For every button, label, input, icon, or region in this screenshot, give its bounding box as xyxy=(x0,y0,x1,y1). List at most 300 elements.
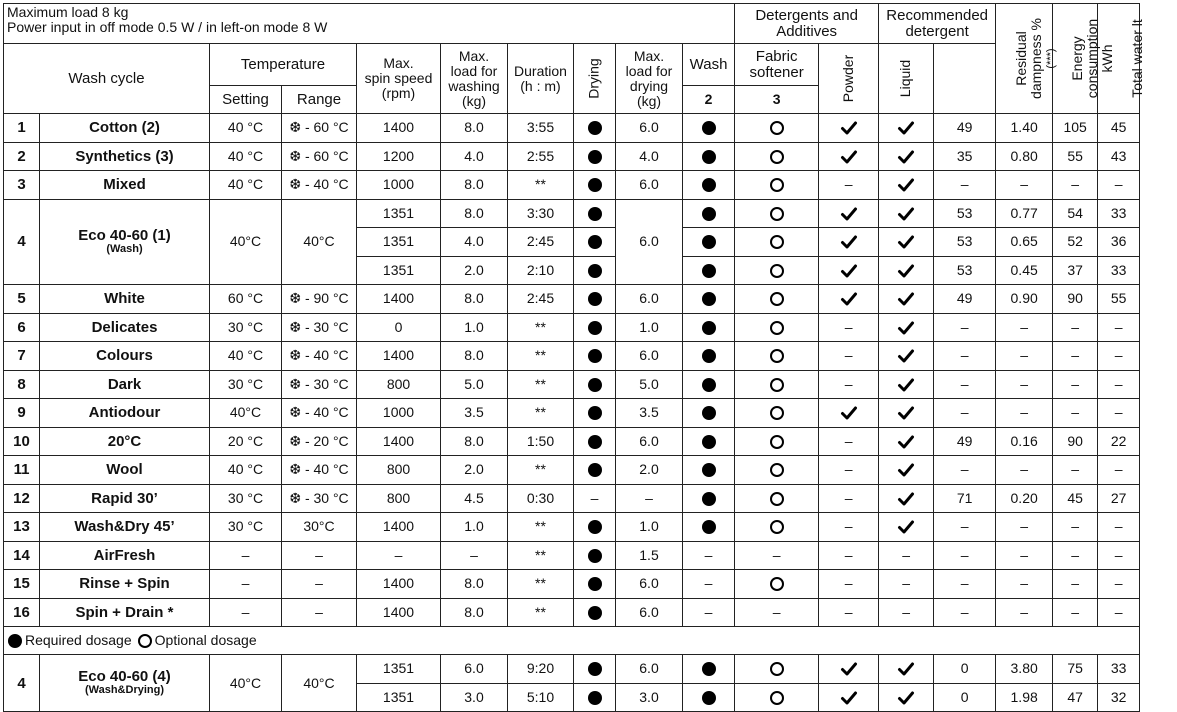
liquid-recommended xyxy=(879,256,934,285)
wash-dosage xyxy=(683,370,735,399)
drying xyxy=(574,683,616,712)
duration: ** xyxy=(508,171,574,200)
filled-circle-icon xyxy=(702,463,716,477)
residual-dampness: – xyxy=(934,399,996,428)
cycle-number: 8 xyxy=(4,370,40,399)
table-row xyxy=(4,142,1140,171)
max-load-washing: 8.0 xyxy=(441,171,508,200)
table-row xyxy=(4,541,1140,570)
drying xyxy=(574,541,616,570)
checkmark-icon xyxy=(841,121,857,135)
temp-setting: 40 °C xyxy=(210,342,282,371)
max-load-drying: 1.0 xyxy=(616,513,683,542)
wash-dosage xyxy=(683,228,735,257)
filled-circle-icon xyxy=(588,178,602,192)
max-load-text: Maximum load 8 kg xyxy=(7,4,129,20)
temp-range: ❆ - 60 °C xyxy=(282,142,357,171)
residual-dampness: 71 xyxy=(934,484,996,513)
liquid-recommended: – xyxy=(879,570,934,599)
max-load-washing: 1.0 xyxy=(441,513,508,542)
fabric-softener-dosage xyxy=(735,256,819,285)
filled-circle-icon xyxy=(588,349,602,363)
laundry-temperature: 55 xyxy=(1098,285,1140,314)
filled-circle-icon xyxy=(588,406,602,420)
liquid-recommended xyxy=(879,142,934,171)
drying xyxy=(574,655,616,684)
wash-dosage xyxy=(683,256,735,285)
total-water: – xyxy=(1053,370,1098,399)
temp-range: ❆ - 40 °C xyxy=(282,399,357,428)
fabric-softener-dosage: – xyxy=(735,541,819,570)
drying xyxy=(574,285,616,314)
cycle-number: 2 xyxy=(4,142,40,171)
cycle-number: 10 xyxy=(4,427,40,456)
laundry-temperature: 22 xyxy=(1098,427,1140,456)
powder-recommended: – xyxy=(819,484,879,513)
total-water: – xyxy=(1053,342,1098,371)
residual-dampness: – xyxy=(934,570,996,599)
checkmark-icon xyxy=(841,292,857,306)
max-spin: 800 xyxy=(357,456,441,485)
temp-setting: 20 °C xyxy=(210,427,282,456)
fabric-softener-dosage xyxy=(735,570,819,599)
energy-consumption: – xyxy=(996,513,1053,542)
fabric-softener-dosage xyxy=(735,683,819,712)
checkmark-icon xyxy=(841,406,857,420)
drying xyxy=(574,313,616,342)
filled-circle-icon xyxy=(588,606,602,620)
cycle-number: 4 xyxy=(4,199,40,285)
max-spin: 1351 xyxy=(357,683,441,712)
total-water: 45 xyxy=(1053,484,1098,513)
fabric-softener-dosage xyxy=(735,199,819,228)
laundry-temperature: – xyxy=(1098,399,1140,428)
cycle-number: 14 xyxy=(4,541,40,570)
checkmark-icon xyxy=(898,264,914,278)
filled-circle-icon xyxy=(588,577,602,591)
max-load-washing-header: Max. load for washing (kg) xyxy=(441,44,508,114)
total-water: 52 xyxy=(1053,228,1098,257)
energy-consumption: – xyxy=(996,370,1053,399)
checkmark-icon xyxy=(841,235,857,249)
temp-range: ❆ - 40 °C xyxy=(282,456,357,485)
fabric-softener-dosage xyxy=(735,427,819,456)
max-load-drying: 6.0 xyxy=(616,598,683,627)
drying xyxy=(574,228,616,257)
temp-setting: 30 °C xyxy=(210,370,282,399)
temp-range: ❆ - 30 °C xyxy=(282,484,357,513)
duration: 3:55 xyxy=(508,114,574,143)
energy-consumption: 1.40 xyxy=(996,114,1053,143)
temp-setting: 30 °C xyxy=(210,313,282,342)
energy-consumption: – xyxy=(996,598,1053,627)
duration: 9:20 xyxy=(508,655,574,684)
powder-recommended: – xyxy=(819,370,879,399)
max-load-washing: 8.0 xyxy=(441,570,508,599)
cycle-name: White xyxy=(40,285,210,314)
duration: 2:10 xyxy=(508,256,574,285)
filled-circle-icon xyxy=(588,435,602,449)
cycle-number: 11 xyxy=(4,456,40,485)
open-circle-icon xyxy=(770,492,784,506)
drying xyxy=(574,456,616,485)
wash-dosage xyxy=(683,342,735,371)
table-row xyxy=(4,199,1140,228)
drying: – xyxy=(574,484,616,513)
drying xyxy=(574,370,616,399)
wash-dosage xyxy=(683,114,735,143)
temp-setting: 30 °C xyxy=(210,513,282,542)
checkmark-icon xyxy=(898,691,914,705)
powder-recommended: – xyxy=(819,171,879,200)
open-circle-icon xyxy=(770,235,784,249)
powder-recommended xyxy=(819,142,879,171)
max-load-drying: 6.0 xyxy=(616,114,683,143)
max-load-drying: 5.0 xyxy=(616,370,683,399)
cycle-number: 7 xyxy=(4,342,40,371)
fabric-softener-dosage xyxy=(735,456,819,485)
temp-setting: – xyxy=(210,570,282,599)
max-spin: 1400 xyxy=(357,427,441,456)
liquid-recommended xyxy=(879,199,934,228)
filled-circle-icon xyxy=(702,321,716,335)
laundry-temperature: 33 xyxy=(1098,655,1140,684)
table-row xyxy=(4,456,1140,485)
table-row xyxy=(4,513,1140,542)
drying xyxy=(574,570,616,599)
max-load-drying: 6.0 xyxy=(616,171,683,200)
energy-consumption: 0.77 xyxy=(996,199,1053,228)
duration: ** xyxy=(508,370,574,399)
cycle-name: Antiodour xyxy=(40,399,210,428)
legend-row xyxy=(4,627,1140,655)
max-load-washing: 2.0 xyxy=(441,456,508,485)
open-circle-icon xyxy=(770,349,784,363)
total-water: – xyxy=(1053,513,1098,542)
info-box xyxy=(4,4,735,44)
filled-circle-icon xyxy=(702,150,716,164)
wash-dosage xyxy=(683,513,735,542)
max-load-washing: 3.0 xyxy=(441,683,508,712)
powder-recommended xyxy=(819,256,879,285)
liquid-recommended xyxy=(879,370,934,399)
total-water: – xyxy=(1053,456,1098,485)
checkmark-icon xyxy=(898,378,914,392)
open-circle-icon xyxy=(770,435,784,449)
fabric-softener-dosage xyxy=(735,655,819,684)
energy-consumption: – xyxy=(996,313,1053,342)
max-spin: 1400 xyxy=(357,285,441,314)
max-spin: 1351 xyxy=(357,655,441,684)
laundry-temperature: – xyxy=(1098,313,1140,342)
temp-range: ❆ - 40 °C xyxy=(282,171,357,200)
cycle-name-sub: (Wash) xyxy=(106,242,143,255)
temp-setting: 40 °C xyxy=(210,114,282,143)
filled-circle-icon xyxy=(588,662,602,676)
total-water: 90 xyxy=(1053,285,1098,314)
filled-circle-icon xyxy=(588,292,602,306)
temp-range: 40°C xyxy=(282,199,357,285)
temp-range: ❆ - 90 °C xyxy=(282,285,357,314)
energy-consumption: 0.65 xyxy=(996,228,1053,257)
residual-dampness: – xyxy=(934,541,996,570)
table-row xyxy=(4,114,1140,143)
checkmark-icon xyxy=(898,349,914,363)
residual-dampness: – xyxy=(934,342,996,371)
wash-dosage xyxy=(683,655,735,684)
checkmark-icon xyxy=(898,178,914,192)
powder-recommended xyxy=(819,228,879,257)
powder-recommended: – xyxy=(819,598,879,627)
powder-header: Powder xyxy=(819,44,879,114)
cycle-name: Wash&Dry 45’ xyxy=(40,513,210,542)
max-load-washing: 5.0 xyxy=(441,370,508,399)
residual-dampness: – xyxy=(934,313,996,342)
liquid-recommended: – xyxy=(879,541,934,570)
liquid-recommended: – xyxy=(879,598,934,627)
open-circle-icon xyxy=(770,321,784,335)
max-spin: 1000 xyxy=(357,171,441,200)
checkmark-icon xyxy=(898,292,914,306)
temp-setting: 60 °C xyxy=(210,285,282,314)
filled-circle-icon xyxy=(702,264,716,278)
residual-dampness: 49 xyxy=(934,114,996,143)
powder-recommended xyxy=(819,114,879,143)
energy-consumption: – xyxy=(996,541,1053,570)
laundry-temperature: – xyxy=(1098,456,1140,485)
checkmark-icon xyxy=(898,520,914,534)
temp-range: – xyxy=(282,598,357,627)
laundry-temperature: – xyxy=(1098,570,1140,599)
wash-dosage xyxy=(683,484,735,513)
temp-range: ❆ - 30 °C xyxy=(282,370,357,399)
drying xyxy=(574,342,616,371)
max-spin: 1351 xyxy=(357,228,441,257)
max-spin: 1351 xyxy=(357,199,441,228)
residual-dampness: 35 xyxy=(934,142,996,171)
liquid-recommended xyxy=(879,484,934,513)
energy-consumption: 3.80 xyxy=(996,655,1053,684)
checkmark-icon xyxy=(841,264,857,278)
laundry-temperature: – xyxy=(1098,541,1140,570)
max-load-drying: 3.5 xyxy=(616,399,683,428)
max-load-drying: 6.0 xyxy=(616,285,683,314)
table-row xyxy=(4,342,1140,371)
wash-cycle-header: Wash cycle xyxy=(4,44,210,114)
laundry-temperature: – xyxy=(1098,598,1140,627)
filled-circle-icon xyxy=(702,691,716,705)
max-spin: 1400 xyxy=(357,114,441,143)
temp-setting: 40°C xyxy=(210,655,282,712)
temp-range: ❆ - 20 °C xyxy=(282,427,357,456)
filled-circle-icon xyxy=(588,520,602,534)
energy-consumption: – xyxy=(996,171,1053,200)
cycle-name: Spin + Drain * xyxy=(40,598,210,627)
energy-consumption: 1.98 xyxy=(996,683,1053,712)
liquid-recommended xyxy=(879,683,934,712)
wash-dosage xyxy=(683,142,735,171)
energy-consumption: – xyxy=(996,456,1053,485)
filled-circle-icon xyxy=(702,520,716,534)
wash-cycle-table xyxy=(3,3,1145,712)
powder-recommended xyxy=(819,683,879,712)
duration: ** xyxy=(508,399,574,428)
wash-dosage: – xyxy=(683,570,735,599)
duration: ** xyxy=(508,342,574,371)
residual-dampness: – xyxy=(934,598,996,627)
cycle-number: 1 xyxy=(4,114,40,143)
filled-circle-icon xyxy=(588,150,602,164)
filled-circle-icon xyxy=(588,264,602,278)
temp-setting: 40 °C xyxy=(210,171,282,200)
duration: 0:30 xyxy=(508,484,574,513)
checkmark-icon xyxy=(898,321,914,335)
filled-circle-icon xyxy=(588,207,602,221)
wash-header: Wash xyxy=(683,44,735,86)
residual-dampness: – xyxy=(934,513,996,542)
duration: ** xyxy=(508,598,574,627)
max-load-washing: 3.5 xyxy=(441,399,508,428)
filled-circle-icon xyxy=(702,406,716,420)
residual-dampness-header: Residual dampness % (***) xyxy=(996,4,1053,114)
powder-recommended xyxy=(819,199,879,228)
duration: 2:45 xyxy=(508,285,574,314)
energy-consumption: 0.45 xyxy=(996,256,1053,285)
residual-dampness: – xyxy=(934,171,996,200)
total-water: 55 xyxy=(1053,142,1098,171)
temp-setting: 40 °C xyxy=(210,142,282,171)
checkmark-icon xyxy=(898,207,914,221)
liquid-recommended xyxy=(879,171,934,200)
wash-dosage xyxy=(683,683,735,712)
open-circle-icon xyxy=(770,178,784,192)
max-spin-header: Max. spin speed (rpm) xyxy=(357,44,441,114)
filled-circle-icon xyxy=(702,292,716,306)
checkmark-icon xyxy=(898,662,914,676)
filled-circle-icon xyxy=(588,549,602,563)
energy-consumption: – xyxy=(996,399,1053,428)
temperature-header: Temperature xyxy=(210,44,357,86)
table-row xyxy=(4,427,1140,456)
filled-circle-icon xyxy=(702,492,716,506)
fabric-softener-dosage xyxy=(735,370,819,399)
checkmark-icon xyxy=(898,235,914,249)
total-water: 75 xyxy=(1053,655,1098,684)
residual-dampness: 0 xyxy=(934,655,996,684)
laundry-temperature: – xyxy=(1098,513,1140,542)
liquid-recommended xyxy=(879,655,934,684)
liquid-recommended xyxy=(879,399,934,428)
cycle-number: 4 xyxy=(4,655,40,712)
drying xyxy=(574,142,616,171)
total-water: – xyxy=(1053,399,1098,428)
duration: ** xyxy=(508,456,574,485)
max-load-washing: 4.0 xyxy=(441,142,508,171)
cycle-name: Eco 40-60 (4) (Wash&Drying) xyxy=(40,655,210,712)
filled-circle-icon xyxy=(588,691,602,705)
temp-setting: – xyxy=(210,541,282,570)
powder-recommended xyxy=(819,285,879,314)
temp-range: ❆ - 30 °C xyxy=(282,313,357,342)
total-water: – xyxy=(1053,313,1098,342)
total-water: 90 xyxy=(1053,427,1098,456)
total-water: 54 xyxy=(1053,199,1098,228)
energy-consumption: 0.80 xyxy=(996,142,1053,171)
laundry-temperature: – xyxy=(1098,171,1140,200)
drying xyxy=(574,399,616,428)
legend-optional: Optional dosage xyxy=(154,631,257,648)
liquid-recommended xyxy=(879,228,934,257)
energy-consumption: 0.20 xyxy=(996,484,1053,513)
laundry-temperature: – xyxy=(1098,342,1140,371)
cycle-number: 6 xyxy=(4,313,40,342)
max-spin: 1400 xyxy=(357,598,441,627)
max-load-washing: 8.0 xyxy=(441,199,508,228)
cycle-number: 16 xyxy=(4,598,40,627)
filled-circle-icon xyxy=(702,378,716,392)
open-circle-icon xyxy=(770,520,784,534)
residual-dampness: 49 xyxy=(934,427,996,456)
fabric-softener-dosage: – xyxy=(735,598,819,627)
drying-header: Drying xyxy=(574,44,616,114)
total-water-header: Total water lt xyxy=(1098,4,1140,114)
powder-recommended: – xyxy=(819,513,879,542)
max-load-washing: 2.0 xyxy=(441,256,508,285)
total-water: 37 xyxy=(1053,256,1098,285)
max-load-washing: 8.0 xyxy=(441,342,508,371)
wash-dosage xyxy=(683,285,735,314)
filled-circle-icon xyxy=(588,378,602,392)
max-load-drying: 3.0 xyxy=(616,683,683,712)
max-spin: 1200 xyxy=(357,142,441,171)
cycle-name: AirFresh xyxy=(40,541,210,570)
duration: ** xyxy=(508,570,574,599)
duration: 3:30 xyxy=(508,199,574,228)
cycle-name: Colours xyxy=(40,342,210,371)
fabric-softener-dosage xyxy=(735,399,819,428)
recommended-header: Recommended detergent xyxy=(879,4,996,44)
duration: ** xyxy=(508,313,574,342)
filled-circle-icon xyxy=(702,349,716,363)
fabric-compartment-number: 3 xyxy=(735,86,819,114)
filled-circle-icon xyxy=(8,634,22,648)
total-water: – xyxy=(1053,541,1098,570)
open-circle-icon xyxy=(770,292,784,306)
max-load-drying: 6.0 xyxy=(616,427,683,456)
laundry-temperature: 43 xyxy=(1098,142,1140,171)
checkmark-icon xyxy=(841,662,857,676)
fabric-softener-dosage xyxy=(735,228,819,257)
table-row xyxy=(4,598,1140,627)
cycle-name: Dark xyxy=(40,370,210,399)
energy-consumption: – xyxy=(996,342,1053,371)
open-circle-icon xyxy=(770,463,784,477)
drying xyxy=(574,199,616,228)
max-load-drying: 6.0 xyxy=(616,655,683,684)
liquid-recommended xyxy=(879,513,934,542)
laundry-temperature: 36 xyxy=(1098,228,1140,257)
cycle-name: Cotton (2) xyxy=(40,114,210,143)
open-circle-icon xyxy=(770,150,784,164)
max-spin: – xyxy=(357,541,441,570)
open-circle-icon xyxy=(770,378,784,392)
temp-range: ❆ - 60 °C xyxy=(282,114,357,143)
dosage-legend xyxy=(4,627,1140,655)
max-load-drying: 2.0 xyxy=(616,456,683,485)
residual-dampness: – xyxy=(934,370,996,399)
max-load-drying: 6.0 xyxy=(616,570,683,599)
open-circle-icon xyxy=(770,207,784,221)
